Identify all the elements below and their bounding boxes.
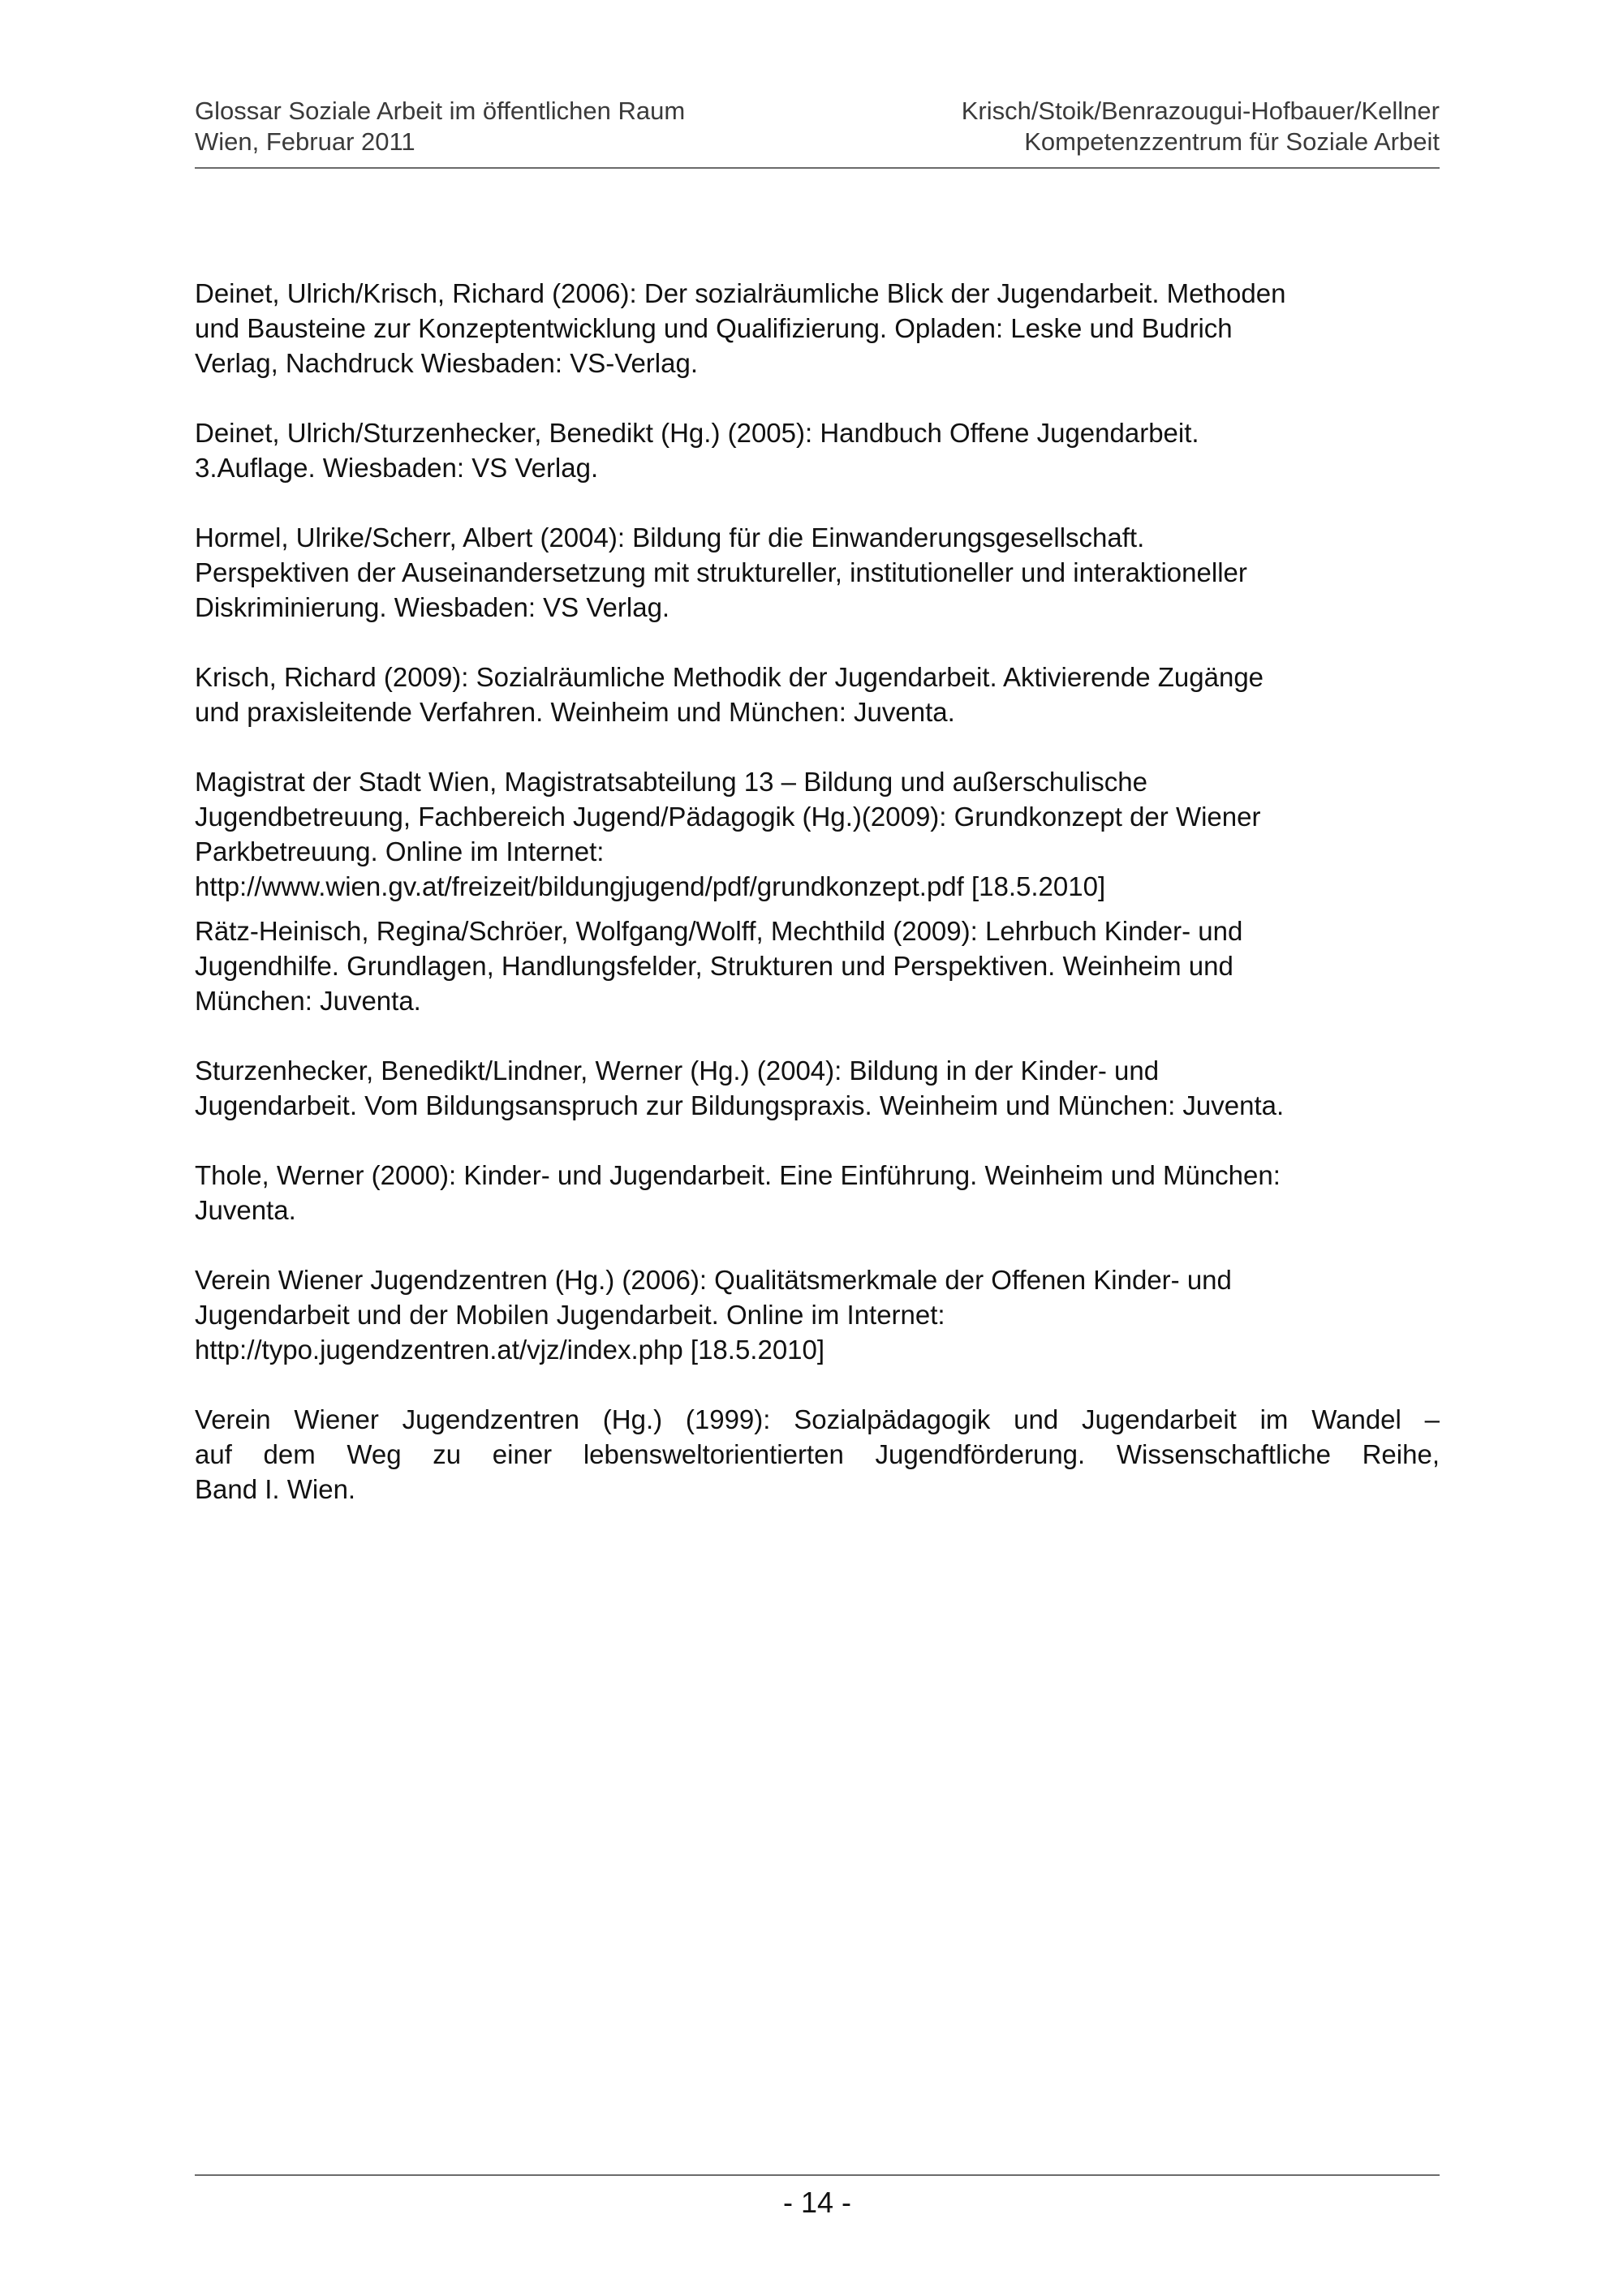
reference-line: und Bausteine zur Konzeptentwicklung und Qualifizierung. Opladen: Leske und Budrich	[195, 313, 1233, 343]
reference-line: Jugendarbeit. Vom Bildungsanspruch zur Bildungspraxis. Weinheim und München: Juventa.	[195, 1090, 1285, 1120]
reference-line: Jugendhilfe. Grundlagen, Handlungsfelder, Strukturen und Perspektiven. Weinheim und	[195, 951, 1233, 981]
document-date: Wien, Februar 2011	[195, 127, 415, 156]
page-number: - 14 -	[782, 2186, 852, 2219]
reference-url: http://typo.jugendzentren.at/vjz/index.php [18.5.2010]	[195, 1335, 825, 1365]
reference-entry	[195, 1262, 1440, 1367]
reference-line: Rätz-Heinisch, Regina/Schröer, Wolfgang/Wolff, Mechthild (2009): Lehrbuch Kinder- und	[195, 916, 1243, 946]
reference-line: 3.Auflage. Wiesbaden: VS Verlag.	[195, 453, 599, 483]
reference-entry	[195, 1158, 1440, 1228]
document-authors: Krisch/Stoik/Benrazougui-Hofbauer/Kellner	[961, 97, 1440, 125]
reference-line: Sturzenhecker, Benedikt/Lindner, Werner (Hg.) (2004): Bildung in der Kinder- und	[195, 1056, 1160, 1086]
reference-entry	[195, 1053, 1440, 1123]
reference-line: Parkbetreuung. Online im Internet:	[195, 836, 605, 866]
reference-line: Jugendarbeit und der Mobilen Jugendarbeit. Online im Internet:	[195, 1300, 945, 1330]
reference-entry	[195, 415, 1440, 485]
reference-entry	[195, 660, 1440, 729]
page-header	[195, 94, 1440, 169]
reference-line: Verlag, Nachdruck Wiesbaden: VS-Verlag.	[195, 348, 698, 378]
reference-list	[195, 276, 1440, 1541]
reference-line: Magistrat der Stadt Wien, Magistratsabteilung 13 – Bildung und außerschulische	[195, 767, 1147, 797]
reference-line: Deinet, Ulrich/Krisch, Richard (2006): Der sozialräumliche Blick der Jugendarbeit. Methoden	[195, 278, 1286, 308]
reference-entry	[195, 520, 1440, 625]
reference-line: Juventa.	[195, 1195, 296, 1225]
reference-line: Krisch, Richard (2009): Sozialräumliche Methodik der Jugendarbeit. Aktivierende Zugänge	[195, 662, 1264, 692]
document-title: Glossar Soziale Arbeit im öffentlichen Raum	[195, 97, 686, 125]
reference-line: München: Juventa.	[195, 986, 421, 1016]
reference-entry	[195, 764, 1440, 904]
reference-line: Hormel, Ulrike/Scherr, Albert (2004): Bildung für die Einwanderungsgesellschaft.	[195, 522, 1145, 553]
reference-line: und praxisleitende Verfahren. Weinheim und München: Juventa.	[195, 697, 955, 727]
reference-line: Band I. Wien.	[195, 1474, 356, 1504]
page-footer	[195, 2174, 1440, 2220]
reference-line: Thole, Werner (2000): Kinder- und Jugendarbeit. Eine Einführung. Weinheim und München:	[195, 1160, 1281, 1190]
reference-line: Verein Wiener Jugendzentren (Hg.) (2006): Qualitätsmerkmale der Offenen Kinder- und	[195, 1265, 1232, 1295]
reference-entry	[195, 276, 1440, 381]
reference-line: Verein Wiener Jugendzentren (Hg.) (1999): Sozialpädagogik und Jugendarbeit im Wandel –	[195, 1404, 1440, 1434]
reference-line: Perspektiven der Auseinandersetzung mit struktureller, institutioneller und interaktioneller	[195, 557, 1247, 587]
reference-line: Deinet, Ulrich/Sturzenhecker, Benedikt (Hg.) (2005): Handbuch Offene Jugendarbeit.	[195, 418, 1199, 448]
header-right	[962, 96, 1440, 157]
reference-line: Jugendbetreuung, Fachbereich Jugend/Pädagogik (Hg.)(2009): Grundkonzept der Wiener	[195, 802, 1261, 832]
reference-line: Diskriminierung. Wiesbaden: VS Verlag.	[195, 592, 670, 622]
header-left	[195, 96, 685, 157]
document-institution: Kompetenzzentrum für Soziale Arbeit	[1024, 127, 1440, 156]
reference-entry	[195, 1402, 1440, 1507]
reference-line: auf dem Weg zu einer lebensweltorientierten Jugendförderung. Wissenschaftliche Reihe,	[195, 1439, 1440, 1469]
reference-entry	[195, 914, 1440, 1018]
reference-url: http://www.wien.gv.at/freizeit/bildungjugend/pdf/grundkonzept.pdf [18.5.2010]	[195, 871, 1106, 901]
